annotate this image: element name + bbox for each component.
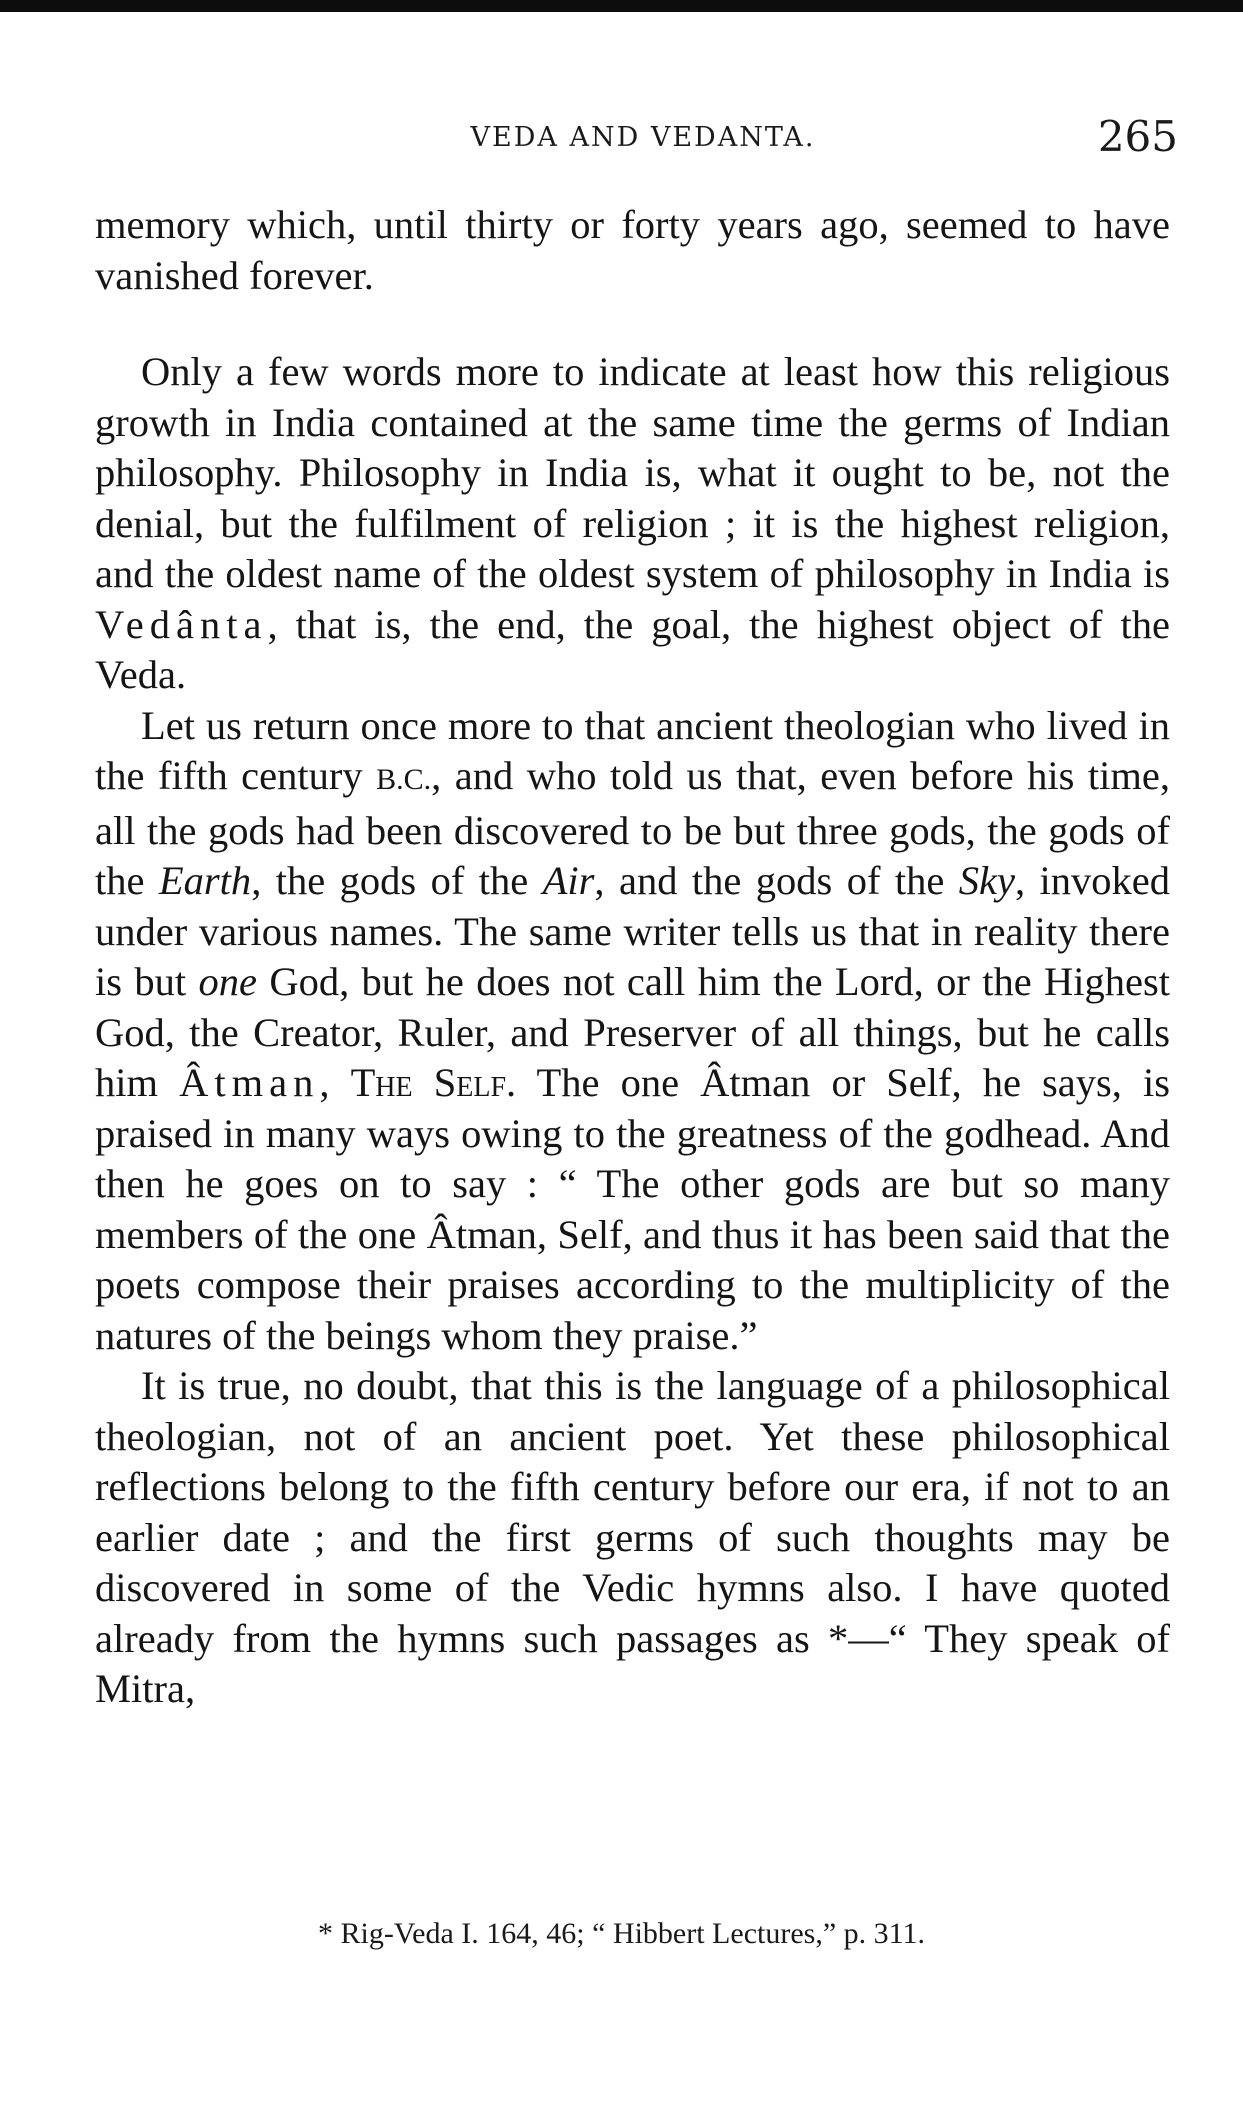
paragraph-text: Let us return once more to that ancient theologian who lived in the fifth century	[95, 702, 1170, 798]
page-number: 265	[1097, 112, 1178, 161]
paragraph-text: memory which, until thirty or forty years ago, seemed to have vanished forever.	[95, 202, 1170, 298]
paragraph-philosophical-theologian	[95, 1361, 1170, 1715]
paragraph-text: , that is, the end, the goal, the highest object of the Veda.	[95, 601, 1170, 697]
paragraph-text: , and the gods of the	[594, 858, 945, 903]
top-border-rule	[0, 0, 1243, 12]
paragraph-text: It is true, no doubt, that this is the language of a philosophical theologian, not of an ancient poet. Yet these philosophical reflections belong to the fifth century before our era, if not to an earlier date ; and the first germs of such thoughts may be discovered in some of the Vedic hymns also. I have quoted already from the hymns such passages as *—“ They speak of Mitra,	[95, 1363, 1170, 1711]
page-header	[108, 112, 1178, 172]
spaced-word-vedanta: Vedânta	[95, 601, 268, 647]
paragraph-theologian	[95, 701, 1170, 1362]
small-caps-the-self: The Self.	[350, 1060, 517, 1105]
paragraph-philosophy	[95, 347, 1170, 701]
italic-one: one	[198, 959, 257, 1004]
abbreviation-bc: B.C.	[376, 763, 432, 796]
paragraph-text: The one Âtman or Self, he says, is praised in many ways owing to the greatness of the godhead. And then he goes on to say : “ The other gods are but so many members of the one Âtman, Self, and thus it has been said that the poets compose their praises according to the multiplicity of the natures of the beings whom they praise.”	[95, 1060, 1171, 1358]
comma: ,	[319, 1060, 330, 1105]
footnote: * Rig-Veda I. 164, 46; “ Hibbert Lectures,” p. 311.	[317, 1917, 926, 1950]
paragraph-text: , and who told us that, even before his time, all the gods had been discovered to be but three gods, the gods of the	[95, 753, 1171, 903]
paragraph-continuation	[95, 200, 1170, 301]
italic-earth: Earth	[158, 858, 252, 903]
italic-sky: Sky	[958, 858, 1015, 903]
body-text	[95, 200, 1170, 1715]
paragraph-text: God, but he does not call him the Lord, or the Highest God, the Creator, Ruler, and Preserver of all things, but he calls him	[95, 959, 1171, 1105]
paragraph-text: , the gods of the	[251, 858, 529, 903]
paragraph-text: , invoked under various names. The same writer tells us that in reality there is but	[95, 858, 1171, 1004]
italic-air: Air	[542, 858, 595, 903]
running-title: VEDA AND VEDANTA.	[470, 122, 816, 153]
paragraph-text: Only a few words more to indicate at least how this religious growth in India contained at the same time the germs of Indian philosophy. Philosophy in India is, what it ought to be, not the denial, but the fulfilment of religion ; it is the highest religion, and the oldest name of the oldest system of philosophy in India is	[95, 349, 1170, 596]
spaced-word-atman: Âtman	[179, 1060, 320, 1105]
